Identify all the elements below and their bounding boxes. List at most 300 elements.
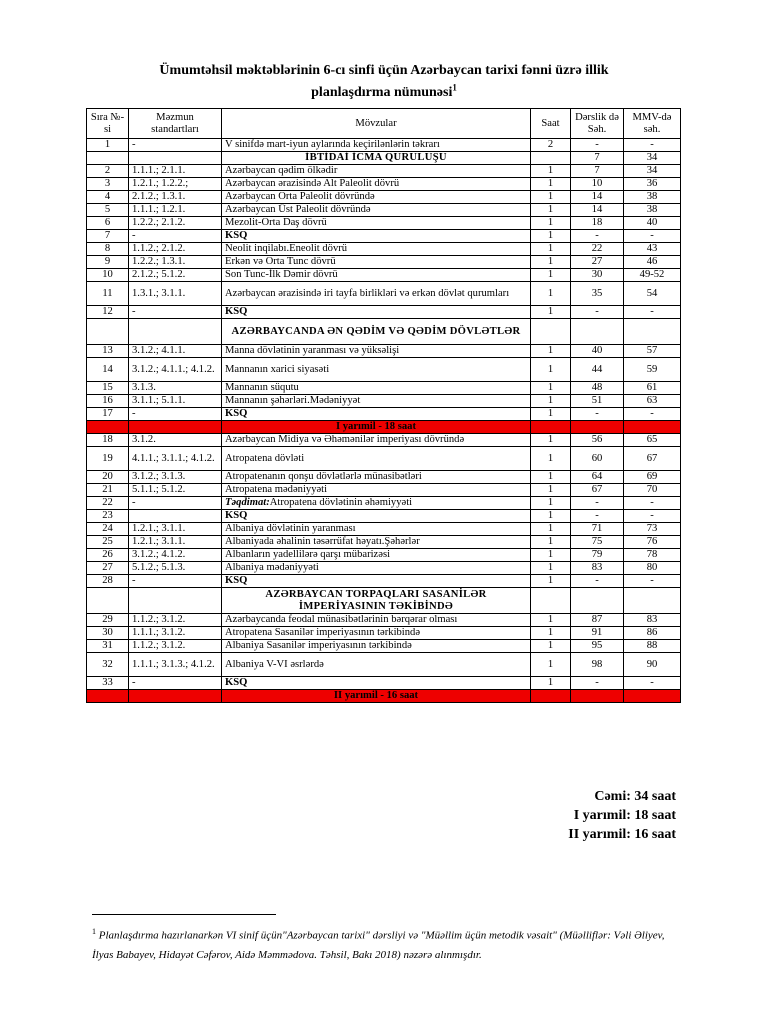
cell-topic [222,306,531,319]
table-row [87,434,681,447]
cell-textbook-page: 98 [571,653,624,677]
cell-hours: 1 [531,497,571,510]
section-title: İBTİDAİ İCMA QURULUŞU [222,152,531,165]
cell-textbook-page: 71 [571,523,624,536]
cell-hours: 1 [531,204,571,217]
topic-text: Albanların yadellilərə qarşı mübarizəsi [225,549,391,560]
cell-topic [222,510,531,523]
cell-num: 18 [87,434,129,447]
cell-topic [222,191,531,204]
cell-standards: 3.1.2.; 4.1.1.; 4.1.2. [129,358,222,382]
cell-topic [222,536,531,549]
cell-num: 6 [87,217,129,230]
cell-num [87,421,129,434]
table-row [87,536,681,549]
cell-hours: 1 [531,230,571,243]
table-row [87,627,681,640]
cell-hours: 1 [531,549,571,562]
cell-topic [222,677,531,690]
cell-teacher-page: 34 [624,152,681,165]
cell-hours: 1 [531,306,571,319]
table-row [87,640,681,653]
cell-standards: 1.2.1.; 3.1.1. [129,536,222,549]
semester-label: II yarımil - 16 saat [333,690,419,701]
cell-hours: 1 [531,217,571,230]
cell-teacher-page: - [624,575,681,588]
title-line-2-text: planlaşdırma nümunəsi [311,85,453,100]
section-row [87,319,681,345]
cell-topic [222,395,531,408]
topic-text: Azərbaycan ərazisində Alt Paleolit dövrü [225,178,400,189]
cell-teacher-page: 57 [624,345,681,358]
table-row [87,139,681,152]
cell-teacher-page: - [624,510,681,523]
footnote [92,922,682,965]
cell-textbook-page: 95 [571,640,624,653]
cell-hours: 1 [531,269,571,282]
cell-teacher-page: 78 [624,549,681,562]
table-row [87,395,681,408]
cell-textbook-page [571,421,624,434]
cell-num: 4 [87,191,129,204]
cell-teacher-page: 73 [624,523,681,536]
semester-cell [222,421,531,434]
cell-num: 25 [87,536,129,549]
total-hours: Cəmi: 34 saat [594,789,676,804]
table-row [87,191,681,204]
cell-textbook-page: 30 [571,269,624,282]
cell-hours: 1 [531,447,571,471]
topic-text: Albaniya V-VI əsrlərdə [225,658,324,670]
cell-textbook-page: - [571,510,624,523]
cell-num: 22 [87,497,129,510]
cell-topic [222,434,531,447]
document-title [0,60,768,104]
cell-standards: 3.1.3. [129,382,222,395]
cell-textbook-page: 83 [571,562,624,575]
cell-standards: 4.1.1.; 3.1.1.; 4.1.2. [129,447,222,471]
cell-teacher-page: 76 [624,536,681,549]
cell-textbook-page: 14 [571,191,624,204]
cell-hours [531,152,571,165]
cell-hours: 1 [531,282,571,306]
cell-num [87,152,129,165]
title-line-1: Ümumtəhsil məktəblərinin 6-cı sinfi üçün Azərbaycan tarixi fənni üzrə illik [159,63,609,78]
cell-topic [222,614,531,627]
topic-text: KSQ [225,408,248,419]
semester-cell [222,690,531,703]
cell-teacher-page: 40 [624,217,681,230]
cell-textbook-page: - [571,677,624,690]
cell-num: 13 [87,345,129,358]
topic-text: Albaniyada əhalinin təsərrüfat həyatı.Şəhərlər [225,536,420,547]
semester-row [87,690,681,703]
cell-textbook-page: - [571,575,624,588]
cell-teacher-page [624,690,681,703]
cell-textbook-page [571,690,624,703]
cell-standards: - [129,230,222,243]
cell-topic [222,484,531,497]
cell-textbook-page: 48 [571,382,624,395]
cell-num: 10 [87,269,129,282]
totals-block [568,787,676,844]
topic-text: Atropatena dövlətinin əhəmiyyəti [269,497,413,508]
topic-text: Atropatenanın qonşu dövlətlərlə münasibətləri [225,471,422,482]
cell-teacher-page: 49-52 [624,269,681,282]
cell-topic [222,217,531,230]
cell-topic [222,471,531,484]
cell-topic [222,640,531,653]
cell-standards: 1.1.2.; 2.1.2. [129,243,222,256]
cell-teacher-page: - [624,230,681,243]
cell-teacher-page: 59 [624,358,681,382]
cell-hours: 1 [531,640,571,653]
table-row [87,256,681,269]
table-row [87,497,681,510]
footnote-text: Planlaşdırma hazırlanarkən VI sinif üçün"Azərbaycan tarixi" dərsliyi və "Müəllim üçün metodik vəsait" (Müəlliflər: Vəli Əliyev, İlyas Babayev, Hidayət Cəfərov, Aidə Məmmədova. Təhsil, Bakı 2018) nəzərə alınmışdır. [92,929,665,961]
cell-teacher-page: 43 [624,243,681,256]
cell-num: 32 [87,653,129,677]
cell-textbook-page [571,319,624,345]
header-textbook-page: Dərslik də Səh. [571,109,624,139]
cell-hours: 1 [531,627,571,640]
cell-hours [531,421,571,434]
cell-teacher-page [624,319,681,345]
footnote-mark: 1 [92,927,96,936]
cell-standards: 1.2.1.; 3.1.1. [129,523,222,536]
cell-textbook-page [571,588,624,614]
cell-num: 3 [87,178,129,191]
header-teacher-page: MMV-də səh. [624,109,681,139]
cell-standards [129,690,222,703]
cell-topic [222,345,531,358]
table-row [87,204,681,217]
section-title: AZƏRBAYCAN TORPAQLARI SASANİLƏR İMPERİYASININ TƏKİBİNDƏ [222,588,531,614]
cell-num [87,588,129,614]
cell-topic [222,562,531,575]
table-row [87,243,681,256]
cell-hours: 1 [531,345,571,358]
cell-topic [222,282,531,306]
cell-hours: 1 [531,536,571,549]
topic-text: Erkən və Orta Tunc dövrü [225,256,336,267]
cell-hours [531,588,571,614]
cell-standards [129,510,222,523]
table-row [87,230,681,243]
cell-teacher-page: 46 [624,256,681,269]
topic-text: Albaniya dövlətinin yaranması [225,523,356,534]
cell-topic [222,269,531,282]
table-header-row [87,109,681,139]
topic-text: Azərbaycan Midiya və Əhəmənilər imperiyası dövründə [225,434,465,445]
topic-text: Azərbaycan ərazisində iri tayfa birlikləri və erkən dövlət qurumları [225,287,510,299]
cell-textbook-page: - [571,497,624,510]
cell-textbook-page: 7 [571,165,624,178]
table-row [87,677,681,690]
cell-topic [222,575,531,588]
footnote-divider [92,914,276,915]
cell-num: 31 [87,640,129,653]
header-num: Sıra №-si [87,109,129,139]
cell-num: 2 [87,165,129,178]
semester-2-hours: II yarımil: 16 saat [568,827,676,842]
cell-standards: 5.1.2.; 5.1.3. [129,562,222,575]
title-footnote-mark: 1 [452,82,457,93]
cell-textbook-page: 40 [571,345,624,358]
cell-standards: 1.1.1.; 3.1.3.; 4.1.2. [129,653,222,677]
cell-teacher-page: 69 [624,471,681,484]
topic-text: Albaniya mədəniyyəti [225,562,319,573]
cell-standards [129,152,222,165]
cell-textbook-page: 51 [571,395,624,408]
cell-textbook-page: - [571,230,624,243]
topic-text: Mannanın xarici siyasəti [225,363,330,375]
cell-num: 16 [87,395,129,408]
cell-standards: - [129,677,222,690]
cell-textbook-page: 91 [571,627,624,640]
cell-textbook-page: 67 [571,484,624,497]
cell-standards: 3.1.2. [129,434,222,447]
cell-num: 21 [87,484,129,497]
cell-standards: 1.2.2.; 2.1.2. [129,217,222,230]
cell-hours: 1 [531,243,571,256]
table-row [87,269,681,282]
cell-textbook-page: 60 [571,447,624,471]
header-topics: Mövzular [222,109,531,139]
cell-topic [222,230,531,243]
cell-textbook-page: - [571,139,624,152]
cell-topic [222,165,531,178]
semester-1-hours: I yarımil: 18 saat [573,808,676,823]
cell-hours: 1 [531,165,571,178]
cell-num: 29 [87,614,129,627]
section-row [87,588,681,614]
cell-teacher-page: 83 [624,614,681,627]
cell-standards [129,421,222,434]
topic-text: Azərbaycan qədim ölkədir [225,165,338,176]
cell-num: 20 [87,471,129,484]
topic-text: Atropatena dövləti [225,452,305,464]
cell-standards: 1.1.1.; 2.1.1. [129,165,222,178]
table-row [87,562,681,575]
cell-textbook-page: 18 [571,217,624,230]
cell-teacher-page: 36 [624,178,681,191]
cell-hours: 1 [531,677,571,690]
cell-teacher-page: 38 [624,204,681,217]
semester-row [87,421,681,434]
cell-num: 9 [87,256,129,269]
topic-text: Azərbaycan Üst Paleolit dövründə [225,204,371,215]
cell-teacher-page: 61 [624,382,681,395]
topic-text: Atropatena Sasanilər imperiyasının tərkibində [225,627,421,638]
cell-standards: 1.2.1.; 1.2.2.; [129,178,222,191]
cell-teacher-page: - [624,139,681,152]
cell-textbook-page: 64 [571,471,624,484]
cell-topic [222,408,531,421]
cell-standards: 1.1.1.; 3.1.2. [129,627,222,640]
topic-text: Manna dövlətinin yaranması və yüksəlişi [225,345,400,356]
cell-teacher-page: - [624,677,681,690]
cell-textbook-page: 27 [571,256,624,269]
table-row [87,358,681,382]
cell-teacher-page: 54 [624,282,681,306]
cell-textbook-page: - [571,306,624,319]
cell-hours: 1 [531,484,571,497]
table-row [87,575,681,588]
cell-standards: 3.1.2.; 4.1.2. [129,549,222,562]
cell-teacher-page: - [624,408,681,421]
table-row [87,484,681,497]
cell-standards: 1.2.2.; 1.3.1. [129,256,222,269]
cell-textbook-page: 7 [571,152,624,165]
cell-textbook-page: 35 [571,282,624,306]
cell-standards: 2.1.2.; 5.1.2. [129,269,222,282]
cell-hours: 1 [531,434,571,447]
topic-text: KSQ [225,575,248,586]
table-row [87,408,681,421]
table-row [87,614,681,627]
topic-text: Albaniya Sasanilər imperiyasının tərkibində [225,640,412,651]
cell-num: 1 [87,139,129,152]
cell-textbook-page: 14 [571,204,624,217]
cell-topic [222,139,531,152]
table-row [87,653,681,677]
cell-standards: 1.1.1.; 1.2.1. [129,204,222,217]
table-row [87,306,681,319]
table-row [87,345,681,358]
cell-topic [222,497,531,510]
cell-hours: 1 [531,408,571,421]
cell-topic [222,627,531,640]
cell-num: 30 [87,627,129,640]
table-row [87,523,681,536]
cell-topic [222,653,531,677]
cell-textbook-page: 10 [571,178,624,191]
topic-text: Neolit inqilabı.Eneolit dövrü [225,243,348,254]
cell-standards: 5.1.1.; 5.1.2. [129,484,222,497]
cell-num: 26 [87,549,129,562]
topic-text: V sinifdə mart-iyun aylarında keçirilənlərin təkrarı [225,139,440,150]
cell-textbook-page: 22 [571,243,624,256]
cell-teacher-page [624,421,681,434]
cell-standards: - [129,497,222,510]
table-row [87,165,681,178]
cell-teacher-page: 67 [624,447,681,471]
table-row [87,282,681,306]
cell-num: 28 [87,575,129,588]
cell-hours: 1 [531,562,571,575]
cell-hours: 1 [531,382,571,395]
cell-teacher-page: 70 [624,484,681,497]
cell-standards: 1.3.1.; 3.1.1. [129,282,222,306]
cell-num: 11 [87,282,129,306]
table-row [87,447,681,471]
topic-text: KSQ [225,306,248,317]
cell-teacher-page: - [624,497,681,510]
cell-standards: - [129,575,222,588]
cell-num: 24 [87,523,129,536]
header-standards: Məzmun standartları [129,109,222,139]
cell-standards [129,588,222,614]
cell-teacher-page: 88 [624,640,681,653]
cell-teacher-page: 86 [624,627,681,640]
cell-textbook-page: 87 [571,614,624,627]
cell-num: 15 [87,382,129,395]
cell-hours: 1 [531,653,571,677]
cell-hours: 1 [531,510,571,523]
topic-text: Son Tunc-İlk Dəmir dövrü [225,269,338,280]
topic-text: KSQ [225,230,248,241]
cell-hours: 1 [531,614,571,627]
topic-text: Azərbaycanda feodal münasibətlərinin bərqərar olması [225,614,458,625]
cell-num: 7 [87,230,129,243]
cell-hours [531,319,571,345]
annual-plan-table [86,108,681,703]
topic-prefix: Təqdimat: [225,497,270,508]
cell-num: 27 [87,562,129,575]
cell-teacher-page: 80 [624,562,681,575]
topic-text: Mezolit-Orta Daş dövrü [225,217,327,228]
cell-teacher-page: 38 [624,191,681,204]
cell-standards: 1.1.2.; 3.1.2. [129,640,222,653]
cell-standards: 3.1.2.; 4.1.1. [129,345,222,358]
cell-standards: - [129,408,222,421]
cell-textbook-page: 44 [571,358,624,382]
section-title: AZƏRBAYCANDA ƏN QƏDİM VƏ QƏDİM DÖVLƏTLƏR [222,319,531,345]
cell-teacher-page [624,588,681,614]
cell-topic [222,382,531,395]
cell-textbook-page: 79 [571,549,624,562]
cell-topic [222,447,531,471]
cell-teacher-page: 34 [624,165,681,178]
cell-num: 23 [87,510,129,523]
section-row [87,152,681,165]
table-row [87,178,681,191]
cell-standards: 3.1.2.; 3.1.3. [129,471,222,484]
cell-teacher-page: 63 [624,395,681,408]
cell-hours: 1 [531,471,571,484]
cell-teacher-page: 65 [624,434,681,447]
cell-num: 33 [87,677,129,690]
cell-hours: 1 [531,395,571,408]
cell-topic [222,204,531,217]
table-row [87,510,681,523]
cell-topic [222,178,531,191]
cell-num [87,319,129,345]
cell-topic [222,243,531,256]
table-body [87,139,681,703]
table-row [87,471,681,484]
cell-teacher-page: 90 [624,653,681,677]
semester-label: I yarımil - 18 saat [335,421,417,432]
cell-textbook-page: 56 [571,434,624,447]
cell-hours: 2 [531,139,571,152]
cell-standards: 1.1.2.; 3.1.2. [129,614,222,627]
topic-text: KSQ [225,677,248,688]
cell-hours: 1 [531,358,571,382]
table-row [87,382,681,395]
cell-topic [222,549,531,562]
cell-standards: - [129,306,222,319]
cell-hours: 1 [531,256,571,269]
title-line-2 [0,82,768,104]
topic-text: KSQ [225,510,248,521]
cell-num: 5 [87,204,129,217]
cell-teacher-page: - [624,306,681,319]
cell-topic [222,256,531,269]
topic-text: Azərbaycan Orta Paleolit dövründə [225,191,375,202]
cell-num: 12 [87,306,129,319]
